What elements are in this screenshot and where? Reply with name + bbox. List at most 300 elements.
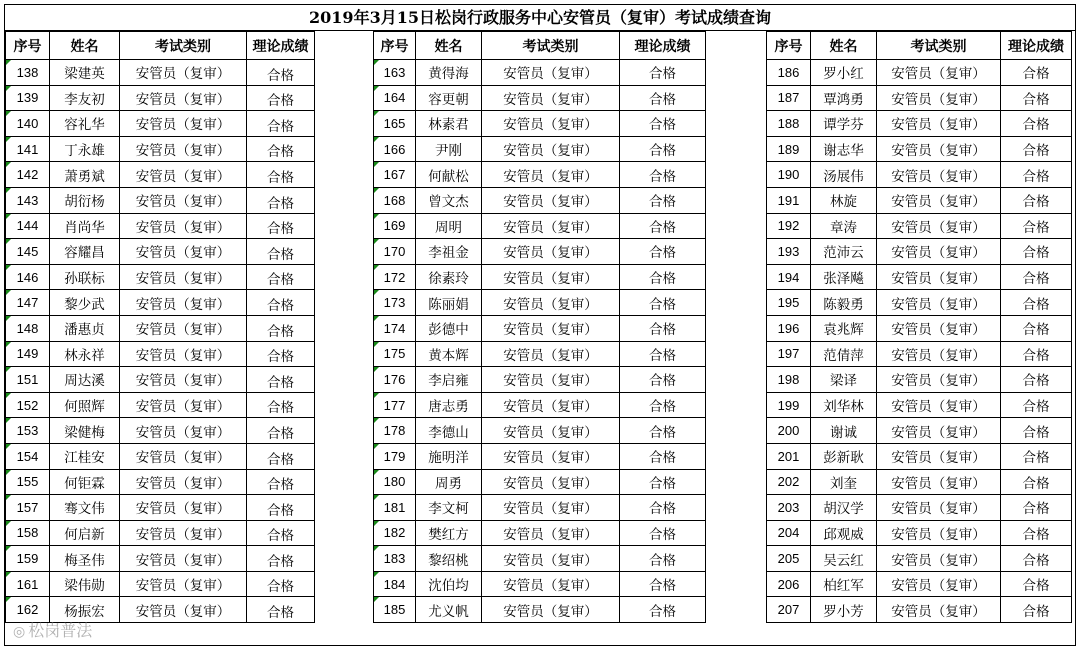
row-exam-type: 安管员（复审） <box>120 290 247 316</box>
row-exam-type: 安管员（复审） <box>877 213 1001 239</box>
row-exam-type: 安管员（复审） <box>482 239 620 265</box>
row-name: 容礼华 <box>50 111 120 137</box>
row-number: 186 <box>767 60 811 86</box>
row-exam-type: 安管员（复审） <box>120 341 247 367</box>
table-row <box>6 597 315 623</box>
row-exam-type: 安管员（复审） <box>482 213 620 239</box>
row-exam-type: 安管员（复审） <box>482 571 620 597</box>
row-name: 容更朝 <box>416 85 482 111</box>
row-name: 范沛云 <box>811 239 877 265</box>
row-exam-type: 安管员（复审） <box>877 495 1001 521</box>
row-result: 合格 <box>620 469 706 495</box>
row-exam-type: 安管员（复审） <box>877 315 1001 341</box>
row-number: 176 <box>374 367 416 393</box>
row-name: 刘奎 <box>811 469 877 495</box>
table-row <box>6 187 315 213</box>
row-result: 合格 <box>620 341 706 367</box>
table-row <box>374 392 706 418</box>
row-result: 合格 <box>1001 162 1072 188</box>
table-row <box>374 495 706 521</box>
table-row <box>767 418 1072 444</box>
table-row <box>374 162 706 188</box>
table-row <box>6 571 315 597</box>
row-number: 154 <box>6 443 50 469</box>
row-result: 合格 <box>247 367 315 393</box>
row-name: 潘惠贞 <box>50 315 120 341</box>
row-name: 何钜霖 <box>50 469 120 495</box>
row-result: 合格 <box>620 315 706 341</box>
row-name: 章涛 <box>811 213 877 239</box>
row-number: 161 <box>6 571 50 597</box>
row-exam-type: 安管员（复审） <box>120 111 247 137</box>
row-result: 合格 <box>620 264 706 290</box>
header-score: 理论成绩 <box>620 32 706 60</box>
row-exam-type: 安管员（复审） <box>120 418 247 444</box>
row-exam-type: 安管员（复审） <box>877 443 1001 469</box>
row-result: 合格 <box>247 392 315 418</box>
row-result: 合格 <box>1001 520 1072 546</box>
table-row <box>767 136 1072 162</box>
table-row <box>374 213 706 239</box>
row-name: 柏红军 <box>811 571 877 597</box>
row-number: 158 <box>6 520 50 546</box>
row-result: 合格 <box>620 520 706 546</box>
row-result: 合格 <box>620 367 706 393</box>
row-exam-type: 安管员（复审） <box>482 392 620 418</box>
row-exam-type: 安管员（复审） <box>877 264 1001 290</box>
row-number: 151 <box>6 367 50 393</box>
row-number: 138 <box>6 60 50 86</box>
table-row <box>6 264 315 290</box>
row-exam-type: 安管员（复审） <box>877 571 1001 597</box>
row-result: 合格 <box>1001 60 1072 86</box>
row-name: 周明 <box>416 213 482 239</box>
row-name: 尤义帆 <box>416 597 482 623</box>
row-exam-type: 安管员（复审） <box>877 162 1001 188</box>
table-row <box>767 213 1072 239</box>
row-result: 合格 <box>620 546 706 572</box>
row-exam-type: 安管员（复审） <box>877 341 1001 367</box>
row-result: 合格 <box>620 239 706 265</box>
row-exam-type: 安管员（复审） <box>120 367 247 393</box>
row-exam-type: 安管员（复审） <box>877 136 1001 162</box>
row-name: 张泽飚 <box>811 264 877 290</box>
row-exam-type: 安管员（复审） <box>120 187 247 213</box>
row-name: 林永祥 <box>50 341 120 367</box>
row-result: 合格 <box>1001 597 1072 623</box>
row-name: 何献松 <box>416 162 482 188</box>
row-exam-type: 安管员（复审） <box>482 469 620 495</box>
row-number: 189 <box>767 136 811 162</box>
row-exam-type: 安管员（复审） <box>120 597 247 623</box>
row-exam-type: 安管员（复审） <box>482 597 620 623</box>
row-result: 合格 <box>247 520 315 546</box>
row-name: 梁伟勋 <box>50 571 120 597</box>
row-name: 唐志勇 <box>416 392 482 418</box>
row-result: 合格 <box>247 162 315 188</box>
row-result: 合格 <box>247 111 315 137</box>
row-number: 200 <box>767 418 811 444</box>
row-number: 183 <box>374 546 416 572</box>
row-number: 207 <box>767 597 811 623</box>
row-number: 145 <box>6 239 50 265</box>
table-row <box>6 315 315 341</box>
table-row <box>767 341 1072 367</box>
table-row <box>6 136 315 162</box>
row-number: 142 <box>6 162 50 188</box>
table-row <box>374 85 706 111</box>
row-result: 合格 <box>1001 341 1072 367</box>
row-result: 合格 <box>620 136 706 162</box>
row-number: 143 <box>6 187 50 213</box>
row-result: 合格 <box>247 239 315 265</box>
row-number: 188 <box>767 111 811 137</box>
row-result: 合格 <box>1001 136 1072 162</box>
row-name: 何照辉 <box>50 392 120 418</box>
row-exam-type: 安管员（复审） <box>120 546 247 572</box>
row-name: 陈丽娟 <box>416 290 482 316</box>
table-row <box>6 495 315 521</box>
row-name: 梅圣伟 <box>50 546 120 572</box>
row-exam-type: 安管员（复审） <box>877 546 1001 572</box>
table-row <box>374 264 706 290</box>
row-result: 合格 <box>620 213 706 239</box>
row-result: 合格 <box>620 443 706 469</box>
row-result: 合格 <box>247 187 315 213</box>
row-result: 合格 <box>247 136 315 162</box>
row-result: 合格 <box>1001 392 1072 418</box>
row-number: 170 <box>374 239 416 265</box>
table-row <box>374 443 706 469</box>
row-number: 184 <box>374 571 416 597</box>
row-name: 李德山 <box>416 418 482 444</box>
row-name: 黎少武 <box>50 290 120 316</box>
header-exam-type: 考试类别 <box>877 32 1001 60</box>
row-exam-type: 安管员（复审） <box>877 290 1001 316</box>
row-exam-type: 安管员（复审） <box>482 418 620 444</box>
row-result: 合格 <box>247 443 315 469</box>
row-name: 黄本辉 <box>416 341 482 367</box>
row-number: 174 <box>374 315 416 341</box>
row-exam-type: 安管员（复审） <box>877 111 1001 137</box>
row-exam-type: 安管员（复审） <box>877 187 1001 213</box>
row-name: 萧勇斌 <box>50 162 120 188</box>
row-exam-type: 安管员（复审） <box>120 213 247 239</box>
row-name: 林旋 <box>811 187 877 213</box>
table-row <box>374 315 706 341</box>
row-exam-type: 安管员（复审） <box>482 85 620 111</box>
row-name: 周达溪 <box>50 367 120 393</box>
row-name: 肖尚华 <box>50 213 120 239</box>
row-result: 合格 <box>1001 213 1072 239</box>
row-number: 187 <box>767 85 811 111</box>
table-row <box>767 85 1072 111</box>
table-row <box>6 213 315 239</box>
row-name: 彭新耿 <box>811 443 877 469</box>
row-result: 合格 <box>247 60 315 86</box>
row-number: 178 <box>374 418 416 444</box>
row-exam-type: 安管员（复审） <box>877 85 1001 111</box>
row-exam-type: 安管员（复审） <box>482 443 620 469</box>
row-number: 163 <box>374 60 416 86</box>
row-exam-type: 安管员（复审） <box>120 520 247 546</box>
row-name: 汤展伟 <box>811 162 877 188</box>
table-row <box>374 239 706 265</box>
score-sheet <box>4 4 1076 646</box>
row-name: 邱观威 <box>811 520 877 546</box>
row-result: 合格 <box>1001 469 1072 495</box>
row-result: 合格 <box>247 264 315 290</box>
row-name: 尹刚 <box>416 136 482 162</box>
row-exam-type: 安管员（复审） <box>482 290 620 316</box>
header-no: 序号 <box>6 32 50 60</box>
row-name: 沈伯均 <box>416 571 482 597</box>
row-exam-type: 安管员（复审） <box>482 367 620 393</box>
row-exam-type: 安管员（复审） <box>120 571 247 597</box>
header-score: 理论成绩 <box>1001 32 1072 60</box>
table-row <box>767 162 1072 188</box>
row-result: 合格 <box>1001 367 1072 393</box>
row-name: 罗小红 <box>811 60 877 86</box>
row-exam-type: 安管员（复审） <box>120 60 247 86</box>
row-result: 合格 <box>620 418 706 444</box>
table-row <box>374 136 706 162</box>
row-result: 合格 <box>247 290 315 316</box>
table-row <box>767 315 1072 341</box>
row-name: 梁译 <box>811 367 877 393</box>
table-row <box>6 469 315 495</box>
table-row <box>6 162 315 188</box>
header-name: 姓名 <box>50 32 120 60</box>
row-exam-type: 安管员（复审） <box>120 162 247 188</box>
table-row <box>767 60 1072 86</box>
table-row <box>6 392 315 418</box>
row-result: 合格 <box>247 315 315 341</box>
table-row <box>767 495 1072 521</box>
row-exam-type: 安管员（复审） <box>120 392 247 418</box>
table-row <box>6 546 315 572</box>
table-row <box>767 520 1072 546</box>
table-row <box>374 111 706 137</box>
table-row <box>6 60 315 86</box>
row-exam-type: 安管员（复审） <box>877 520 1001 546</box>
row-number: 197 <box>767 341 811 367</box>
score-table-3 <box>766 31 1072 623</box>
row-name: 徐素玲 <box>416 264 482 290</box>
header-score: 理论成绩 <box>247 32 315 60</box>
row-exam-type: 安管员（复审） <box>120 315 247 341</box>
row-number: 181 <box>374 495 416 521</box>
header-row <box>6 32 315 60</box>
row-exam-type: 安管员（复审） <box>877 418 1001 444</box>
score-table-2 <box>373 31 706 623</box>
row-result: 合格 <box>1001 495 1072 521</box>
camera-icon: ◎ <box>13 624 26 640</box>
row-exam-type: 安管员（复审） <box>482 341 620 367</box>
row-result: 合格 <box>620 85 706 111</box>
table-row <box>374 341 706 367</box>
row-name: 谢诚 <box>811 418 877 444</box>
table-row <box>6 111 315 137</box>
row-number: 144 <box>6 213 50 239</box>
row-name: 江桂安 <box>50 443 120 469</box>
row-result: 合格 <box>247 469 315 495</box>
row-result: 合格 <box>247 85 315 111</box>
row-number: 167 <box>374 162 416 188</box>
table-row <box>767 367 1072 393</box>
row-number: 190 <box>767 162 811 188</box>
row-number: 199 <box>767 392 811 418</box>
row-number: 155 <box>6 469 50 495</box>
table-row <box>6 418 315 444</box>
row-result: 合格 <box>247 597 315 623</box>
row-result: 合格 <box>1001 264 1072 290</box>
row-exam-type: 安管员（复审） <box>482 315 620 341</box>
table-row <box>767 290 1072 316</box>
table-row <box>6 239 315 265</box>
row-number: 182 <box>374 520 416 546</box>
table-row <box>6 290 315 316</box>
row-exam-type: 安管员（复审） <box>482 495 620 521</box>
row-number: 168 <box>374 187 416 213</box>
row-name: 范倩萍 <box>811 341 877 367</box>
row-number: 194 <box>767 264 811 290</box>
row-number: 172 <box>374 264 416 290</box>
table-row <box>374 367 706 393</box>
row-number: 140 <box>6 111 50 137</box>
table-row <box>767 264 1072 290</box>
row-number: 195 <box>767 290 811 316</box>
row-number: 206 <box>767 571 811 597</box>
row-name: 梁健梅 <box>50 418 120 444</box>
row-name: 施明洋 <box>416 443 482 469</box>
header-no: 序号 <box>767 32 811 60</box>
row-result: 合格 <box>620 571 706 597</box>
row-name: 胡衍杨 <box>50 187 120 213</box>
row-number: 179 <box>374 443 416 469</box>
row-number: 203 <box>767 495 811 521</box>
row-result: 合格 <box>247 495 315 521</box>
row-number: 191 <box>767 187 811 213</box>
table-row <box>767 187 1072 213</box>
row-number: 141 <box>6 136 50 162</box>
row-result: 合格 <box>247 341 315 367</box>
row-name: 李启雍 <box>416 367 482 393</box>
table-row <box>767 546 1072 572</box>
row-number: 165 <box>374 111 416 137</box>
row-name: 彭德中 <box>416 315 482 341</box>
row-number: 193 <box>767 239 811 265</box>
row-number: 175 <box>374 341 416 367</box>
table-row <box>767 597 1072 623</box>
row-exam-type: 安管员（复审） <box>120 239 247 265</box>
row-result: 合格 <box>620 187 706 213</box>
row-result: 合格 <box>620 60 706 86</box>
table-row <box>374 546 706 572</box>
row-number: 146 <box>6 264 50 290</box>
row-number: 196 <box>767 315 811 341</box>
row-name: 谢志华 <box>811 136 877 162</box>
row-exam-type: 安管员（复审） <box>482 60 620 86</box>
row-name: 曾文杰 <box>416 187 482 213</box>
table-row <box>374 469 706 495</box>
sheet-title: 2019年3月15日松岗行政服务中心安管员（复审）考试成绩查询 <box>5 5 1075 31</box>
row-number: 185 <box>374 597 416 623</box>
row-result: 合格 <box>1001 546 1072 572</box>
row-number: 157 <box>6 495 50 521</box>
row-result: 合格 <box>1001 85 1072 111</box>
table-row <box>767 443 1072 469</box>
table-row <box>374 60 706 86</box>
row-exam-type: 安管员（复审） <box>120 495 247 521</box>
row-number: 177 <box>374 392 416 418</box>
row-result: 合格 <box>247 213 315 239</box>
header-name: 姓名 <box>416 32 482 60</box>
row-exam-type: 安管员（复审） <box>120 85 247 111</box>
table-row <box>6 341 315 367</box>
row-number: 173 <box>374 290 416 316</box>
table-row <box>374 571 706 597</box>
row-number: 159 <box>6 546 50 572</box>
table-row <box>767 469 1072 495</box>
row-result: 合格 <box>620 392 706 418</box>
row-name: 谭学芬 <box>811 111 877 137</box>
row-exam-type: 安管员（复审） <box>877 597 1001 623</box>
row-name: 孙联标 <box>50 264 120 290</box>
header-name: 姓名 <box>811 32 877 60</box>
row-exam-type: 安管员（复审） <box>120 469 247 495</box>
row-number: 202 <box>767 469 811 495</box>
row-name: 袁兆辉 <box>811 315 877 341</box>
row-exam-type: 安管员（复审） <box>482 111 620 137</box>
row-name: 丁永雄 <box>50 136 120 162</box>
header-exam-type: 考试类别 <box>482 32 620 60</box>
row-exam-type: 安管员（复审） <box>482 264 620 290</box>
row-result: 合格 <box>620 597 706 623</box>
row-result: 合格 <box>1001 290 1072 316</box>
row-result: 合格 <box>1001 315 1072 341</box>
row-result: 合格 <box>1001 239 1072 265</box>
row-name: 周勇 <box>416 469 482 495</box>
row-number: 164 <box>374 85 416 111</box>
row-result: 合格 <box>247 571 315 597</box>
table-row <box>6 85 315 111</box>
row-result: 合格 <box>620 290 706 316</box>
header-row <box>374 32 706 60</box>
table-row <box>374 418 706 444</box>
row-exam-type: 安管员（复审） <box>120 264 247 290</box>
table-row <box>767 111 1072 137</box>
row-name: 骞文伟 <box>50 495 120 521</box>
row-name: 李友初 <box>50 85 120 111</box>
row-number: 201 <box>767 443 811 469</box>
table-row <box>6 367 315 393</box>
row-exam-type: 安管员（复审） <box>482 520 620 546</box>
row-result: 合格 <box>1001 111 1072 137</box>
row-result: 合格 <box>620 495 706 521</box>
table-row <box>374 290 706 316</box>
row-name: 何启新 <box>50 520 120 546</box>
row-number: 139 <box>6 85 50 111</box>
row-exam-type: 安管员（复审） <box>877 469 1001 495</box>
table-row <box>767 392 1072 418</box>
row-name: 黎绍桃 <box>416 546 482 572</box>
row-number: 149 <box>6 341 50 367</box>
row-exam-type: 安管员（复审） <box>120 136 247 162</box>
row-exam-type: 安管员（复审） <box>877 239 1001 265</box>
row-result: 合格 <box>1001 571 1072 597</box>
row-name: 梁建英 <box>50 60 120 86</box>
